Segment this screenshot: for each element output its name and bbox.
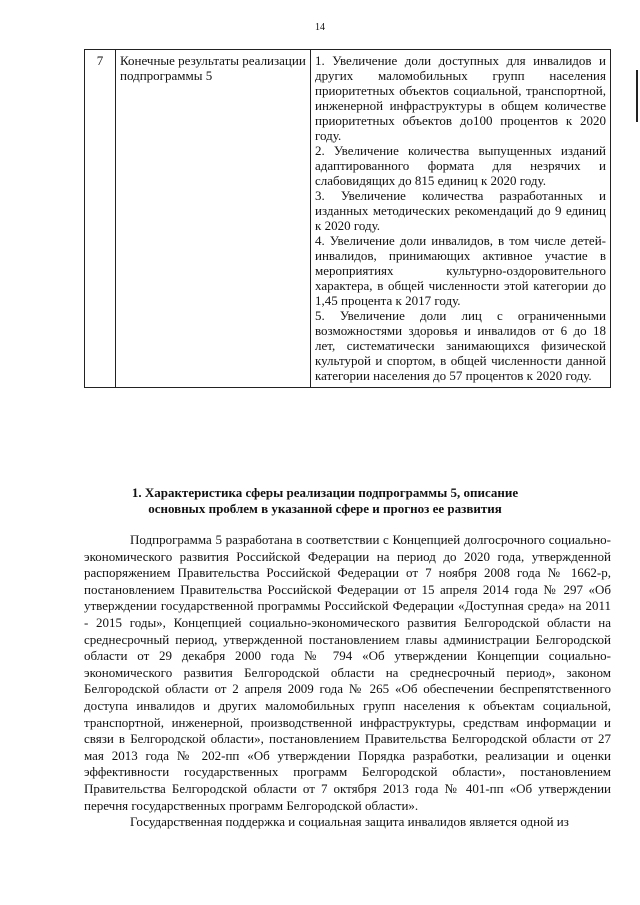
result-item: 3. Увеличение количества разработанных и изданных методических рекомендаций до 9 единиц к 2020 году. (315, 188, 606, 233)
paragraph: Государственная поддержка и социальная защита инвалидов является одной из (130, 814, 569, 830)
paragraph: Подпрограмма 5 разработана в соответствии с Концепцией долгосрочного социально-экономического развития Российской Федерации на период до 2020 года, утвержденной распоряжением Правительства Российской Федерации от 7 ноября 2008 года № 1662-р, постановлением Правительства Российской Федерации от 15 апреля 2014 года № 297 «Об утверждении государственной программы Российской Федерации «Доступная среда» на 2011 - 2015 годы», Концепцией социально-экономического развития Белгородской области на среднесрочный период, утвержденной постановлением главы администрации Белгородской области от 29 декабря 2000 года № 794 «Об утверждении Концепции социально-экономического развития Белгородской области на среднесрочный период», законом Белгородской области от 2 апреля 2009 года № 265 «Об обеспечении беспрепятственного доступа инвалидов и других маломобильных групп населения к объектам социальной, транспортной, инженерной, производственной инфраструктуры, средствам информации и связи в Белгородской области», постановлением Правительства Белгородской области от 27 мая 2013 года № 202-пп «Об утверждении Порядка разработки, реализации и оценки эффективности государственных программ Белгородской области», постановлением Правительства Белгородской области от 7 октября 2013 года № 401-пп «Об утверждении перечня государственных программ Белгородской области». (84, 532, 611, 813)
section-heading: 1. Характеристика сферы реализации подпрограммы 5, описание основных проблем в указанной сфере и прогноз ее развития (131, 485, 519, 516)
row-title-cell: Конечные результаты реализации подпрограммы 5 (116, 50, 311, 388)
results-list-cell (311, 50, 611, 388)
result-item: 1. Увеличение доли доступных для инвалидов и других маломобильных групп населения приоритетных объектов социальной, транспортной, инженерной инфраструктуры в общем количестве приоритетных объектов до100 процентов к 2020 году. (315, 53, 606, 143)
row-number-cell: 7 (85, 50, 116, 388)
result-item: 2. Увеличение количества выпущенных изданий адаптированного формата для незрячих и слабовидящих до 815 единиц к 2020 году. (315, 143, 606, 188)
result-item: 5. Увеличение доли лиц с ограниченными возможностями здоровья и инвалидов от 6 до 18 лет, систематически занимающихся физической культурой и спортом, в общей численности данной категории населения до 57 процентов к 2020 году. (315, 308, 606, 383)
table-row (85, 50, 611, 388)
result-item: 4. Увеличение доли инвалидов, в том числе детей-инвалидов, принимающих активное участие в мероприятиях культурно-оздоровительного характера, в общей численности этой категории до 1,45 процента к 2017 году. (315, 233, 606, 308)
section-body (84, 532, 611, 831)
results-table (84, 49, 611, 388)
page-number: 14 (315, 22, 325, 33)
scan-edge-mark (636, 70, 638, 122)
